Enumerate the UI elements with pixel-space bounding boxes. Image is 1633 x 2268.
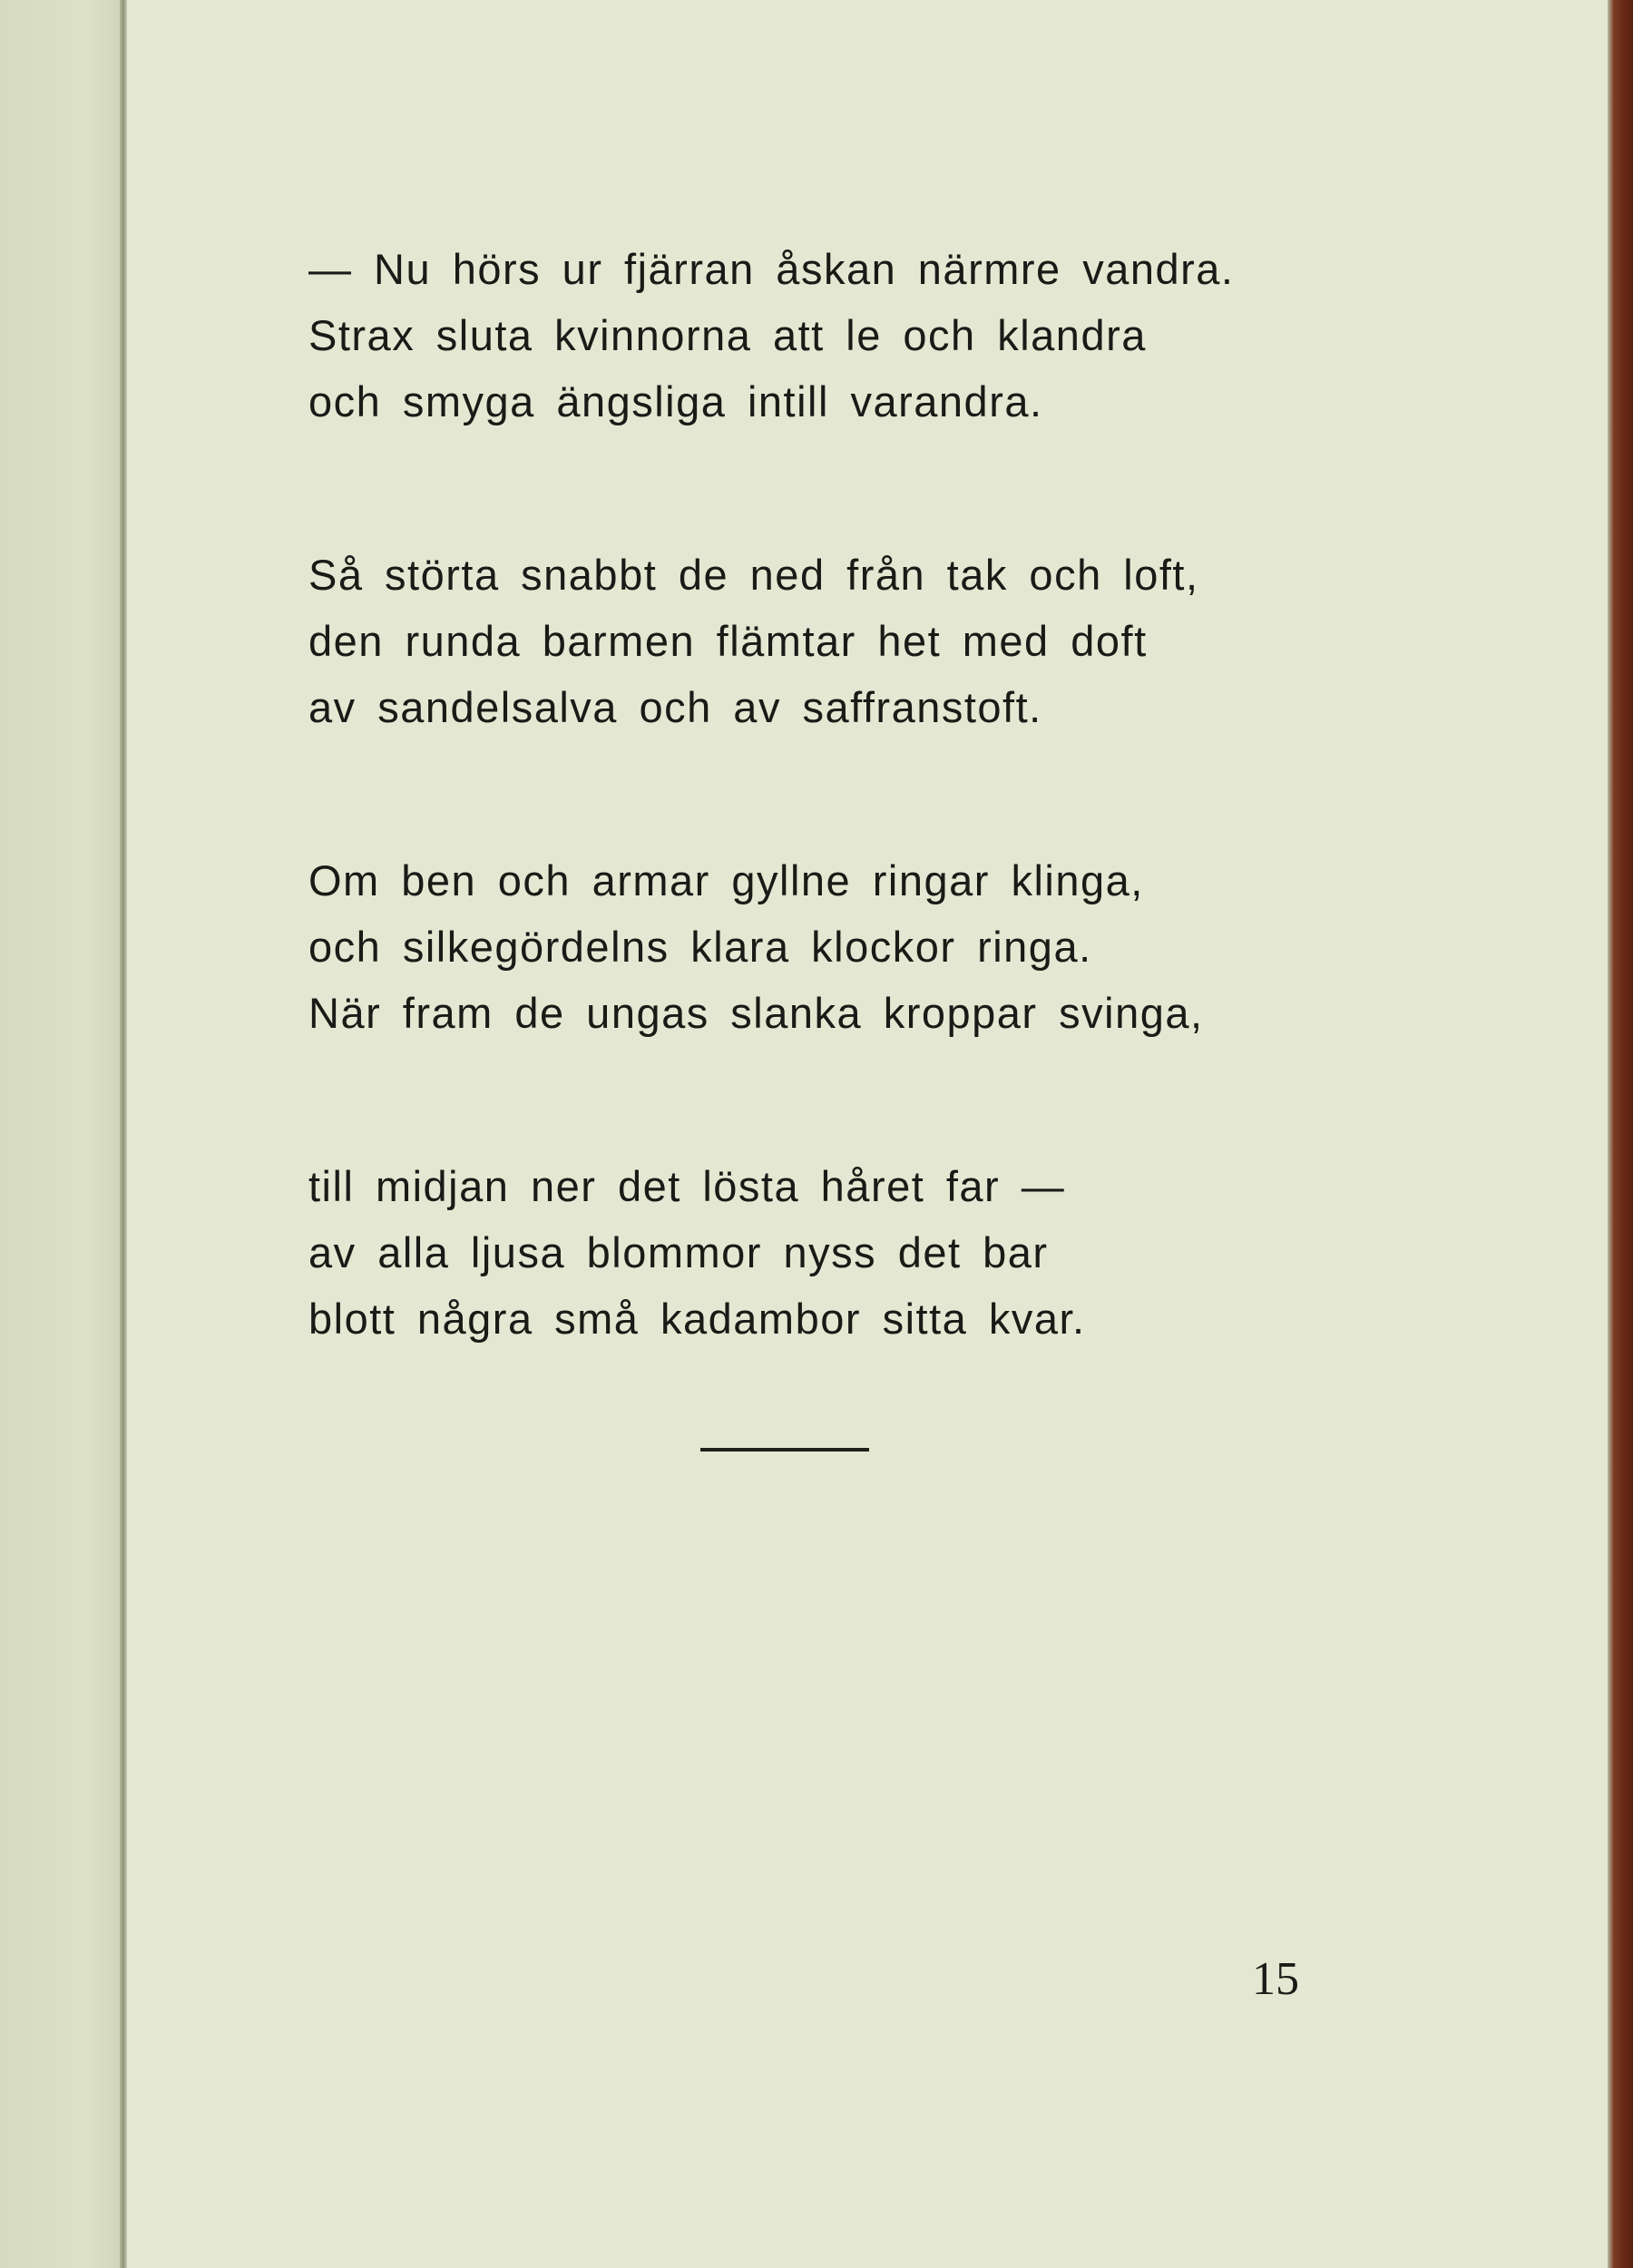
previous-page-edge bbox=[0, 0, 125, 2268]
poem-line: När fram de ungas slanka kroppar svinga, bbox=[308, 989, 1204, 1037]
poem-line: och silkegördelns klara klockor ringa. bbox=[308, 923, 1092, 971]
poem-line: den runda barmen flämtar het med doft bbox=[308, 617, 1148, 665]
section-divider-rule bbox=[700, 1448, 869, 1452]
poem-line: blott några små kadambor sitta kvar. bbox=[308, 1295, 1086, 1343]
book-gutter bbox=[120, 0, 127, 2268]
poem-line: och smyga ängsliga intill varandra. bbox=[308, 377, 1043, 425]
poem-line: Strax sluta kvinnorna att le och klandra bbox=[308, 311, 1147, 359]
stanza-1 bbox=[308, 236, 1306, 435]
poem-text bbox=[308, 236, 1306, 1459]
book-cover-edge bbox=[1608, 0, 1633, 2268]
poem-line: Om ben och armar gyllne ringar klinga, bbox=[308, 856, 1144, 904]
poem-line: till midjan ner det lösta håret far — bbox=[308, 1162, 1066, 1210]
poem-line: — Nu hörs ur fjärran åskan närmre vandra. bbox=[308, 245, 1235, 293]
page-number: 15 bbox=[1252, 1953, 1299, 2005]
stanza-3 bbox=[308, 847, 1306, 1046]
stanza-2 bbox=[308, 542, 1306, 740]
poem-line: av sandelsalva och av saffranstoft. bbox=[308, 683, 1042, 731]
stanza-4 bbox=[308, 1153, 1306, 1352]
poem-line: Så störta snabbt de ned från tak och loft, bbox=[308, 551, 1199, 599]
poem-line: av alla ljusa blommor nyss det bar bbox=[308, 1228, 1049, 1276]
